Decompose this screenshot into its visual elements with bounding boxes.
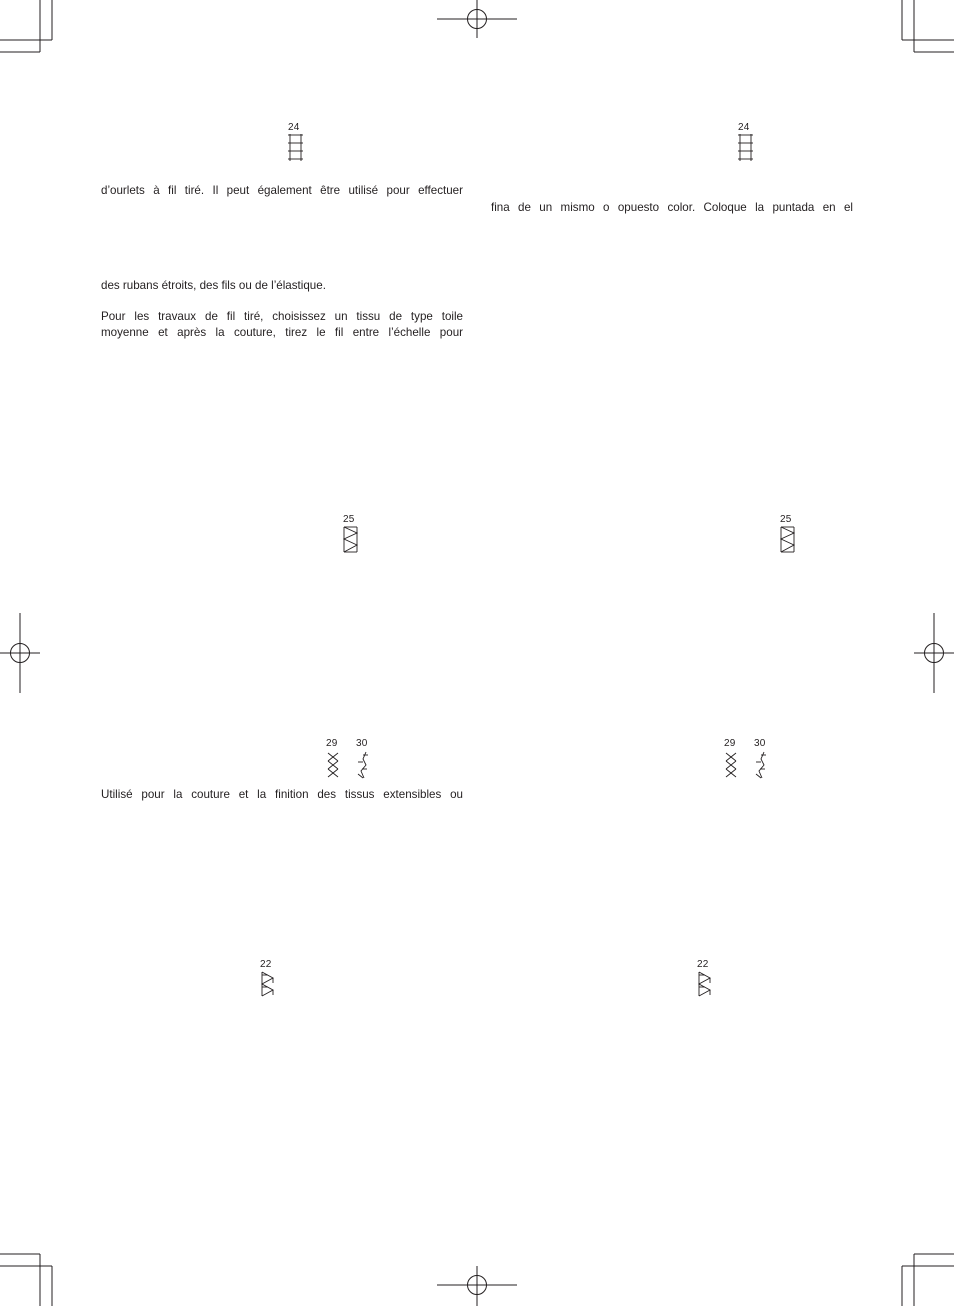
- stitch-number: 30: [754, 738, 766, 749]
- stitch-25-icon: [342, 515, 362, 555]
- paragraph-utilise-fr: Utilisé pour la couture et la finition des tissus extensibles ou: [101, 788, 463, 801]
- paragraph-fil-tire-fr: d’ourlets à fil tiré. Il peut également être utilisé pour effectuer: [101, 184, 463, 197]
- stitch-22-icon: [259, 960, 279, 1000]
- paragraph-rubans-fr: des rubans étroits, des fils ou de l’élastique.: [101, 279, 326, 292]
- stitch-29-icon: [723, 739, 743, 781]
- stitch-number: 25: [780, 514, 792, 525]
- stitch-30-icon: [753, 739, 773, 781]
- stitch-number: 29: [326, 738, 338, 749]
- stitch-24-icon: [737, 123, 757, 163]
- feather-stitch-icon: [355, 751, 371, 781]
- paragraph-color-es: fina de un mismo o opuesto color. Coloque la puntada en el: [491, 201, 853, 214]
- zigzag-stitch-icon: [779, 526, 799, 554]
- cross-stitch-icon: [326, 751, 342, 781]
- cross-stitch-icon: [724, 751, 740, 781]
- paragraph-travaux-line1: Pour les travaux de fil tiré, choisissez un tissu de type toile: [101, 310, 463, 323]
- stitch-24-icon: [287, 123, 307, 163]
- stitch-number: 25: [343, 514, 355, 525]
- stitch-29-icon: [325, 739, 345, 781]
- blanket-stitch-icon: [260, 971, 278, 999]
- stitch-number: 24: [288, 122, 300, 133]
- ladder-stitch-icon: [287, 134, 307, 162]
- stitch-number: 22: [260, 959, 272, 970]
- stitch-number: 24: [738, 122, 750, 133]
- stitch-25-icon: [779, 515, 799, 555]
- blanket-stitch-icon: [697, 971, 715, 999]
- stitch-22-icon: [696, 960, 716, 1000]
- stitch-30-icon: [355, 739, 375, 781]
- paragraph-travaux-line2: moyenne et après la couture, tirez le fil entre l’échelle pour: [101, 326, 463, 339]
- feather-stitch-icon: [753, 751, 769, 781]
- stitch-number: 22: [697, 959, 709, 970]
- stitch-number: 30: [356, 738, 368, 749]
- stitch-number: 29: [724, 738, 736, 749]
- ladder-stitch-icon: [737, 134, 757, 162]
- zigzag-stitch-icon: [342, 526, 362, 554]
